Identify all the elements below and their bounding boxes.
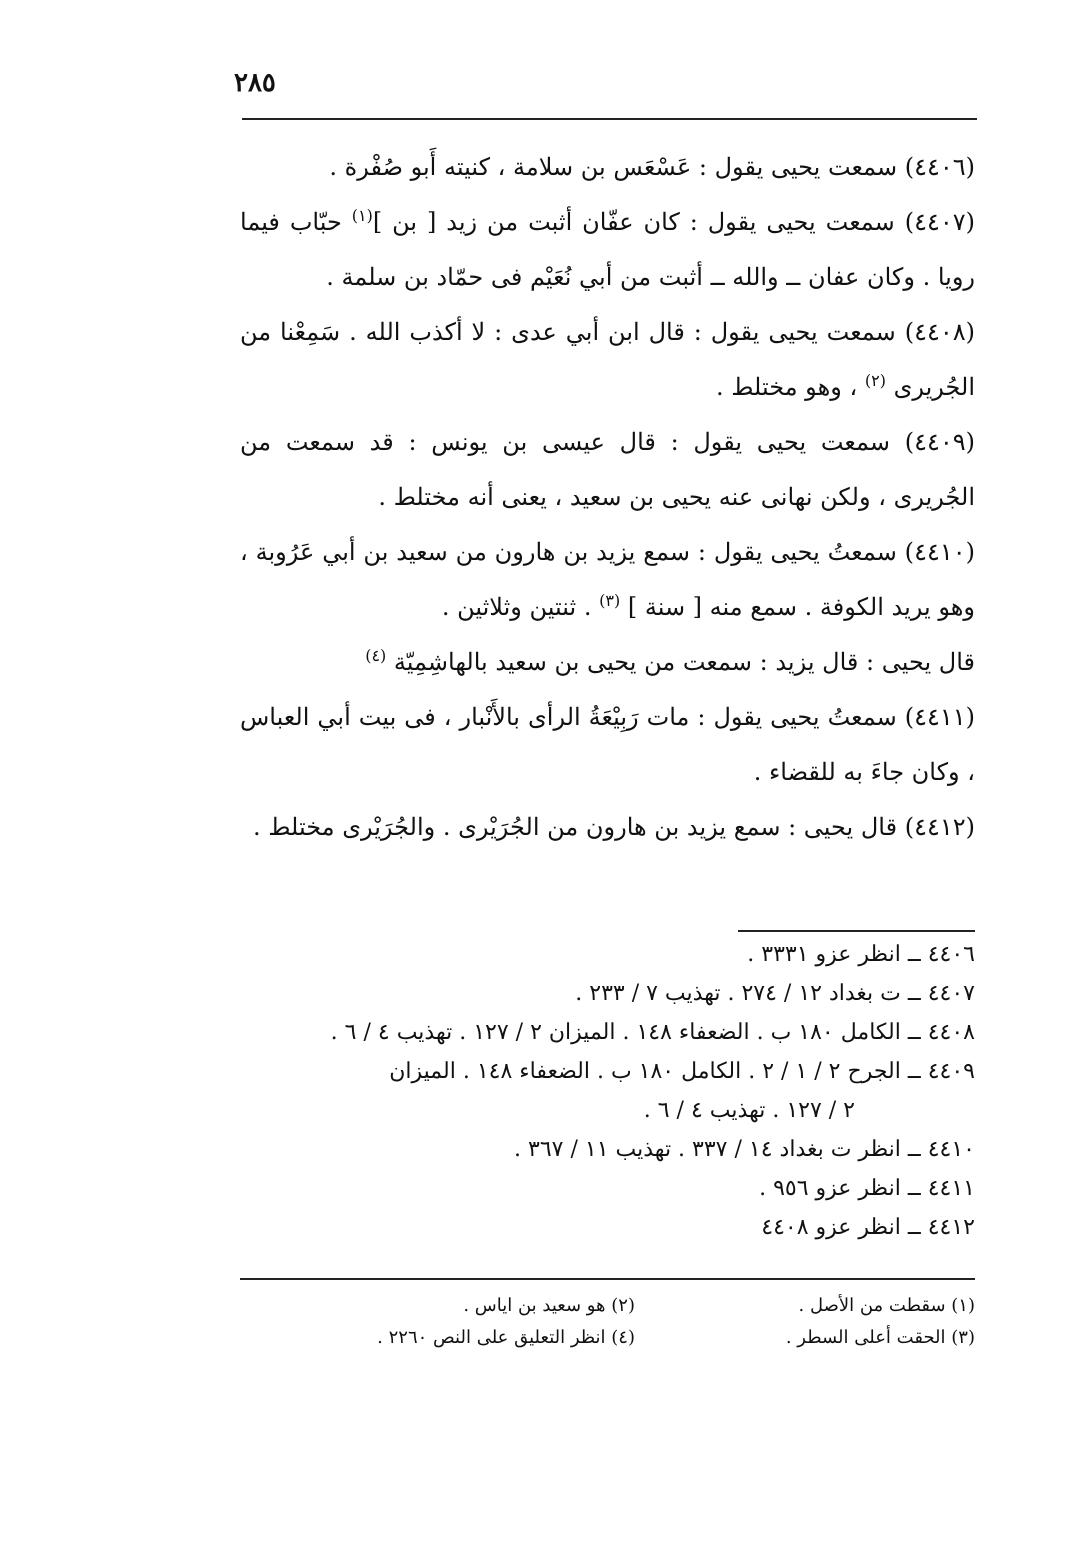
reference-line: ٤٤١٢ ــ انظر عزو ٤٤٠٨ (761, 1215, 975, 1240)
footnote-ref: (١) (351, 206, 373, 225)
paragraph-text: (٤٤١١) سمعتُ يحيى يقول : مات رَبِيْعَةُ الرأى بالأَنْبار ، فى بيت أبي العباس ، وكان جاءَ به للقضاء . (240, 703, 975, 786)
paragraph-4406 (240, 140, 975, 195)
paragraph-text: (٤٤١٠) سمعتُ يحيى يقول : سمع يزيد بن هارون من سعيد بن أبي عَرُوبة ، وهو يريد الكوفة . سمع منه [ سنة ] (240, 538, 975, 621)
reference-line: ٤٤٠٩ ــ الجرح ٢ / ١ / ٢ . الكامل ١٨٠ ب . الضعفاء ١٤٨ . الميزان (389, 1059, 975, 1084)
reference-line: ٤٤١١ ــ انظر عزو ٩٥٦ . (759, 1176, 975, 1201)
footnote-3: (٣) الحقت أعلى السطر . (785, 1327, 975, 1348)
header-rule (242, 118, 977, 120)
footnote-2: (٢) هو سعيد بن اياس . (463, 1295, 635, 1316)
footnote-ref: (٢) (864, 371, 886, 390)
footnote-row (240, 1322, 975, 1354)
footnotes (240, 1290, 975, 1354)
reference-line-continued: ٢ / ١٢٧ . تهذيب ٤ / ٦ . (643, 1098, 855, 1123)
paragraph-4410 (240, 525, 975, 635)
page-number: ٢٨٥ (234, 68, 276, 98)
reference-line: ٤٤١٠ ــ انظر ت بغداد ١٤ / ٣٣٧ . تهذيب ١١ / ٣٦٧ . (514, 1137, 975, 1162)
footnotes-rule (240, 1278, 975, 1280)
footnote-ref: (٤) (365, 646, 387, 665)
paragraph-text: (٤٤١٢) قال يحيى : سمع يزيد بن هارون من الجُرَيْرى . والجُرَيْرى مختلط . (252, 813, 975, 841)
references-list (240, 935, 975, 1247)
paragraph-text: حبّاب فيما رويا . وكان عفان ــ والله ــ أثبت من أبي نُعَيْم فى حمّاد بن سلمة . (240, 208, 975, 291)
reference-line: ٤٤٠٨ ــ الكامل ١٨٠ ب . الضعفاء ١٤٨ . الميزان ٢ / ١٢٧ . تهذيب ٤ / ٦ . (330, 1020, 975, 1045)
paragraph-4408 (240, 305, 975, 415)
paragraph-4411 (240, 690, 975, 800)
footnote-1: (١) سقطت من الأصل . (798, 1295, 975, 1316)
paragraph-text: قال يحيى : قال يزيد : سمعت من يحيى بن سعيد بالهاشِمِيّة (393, 648, 975, 676)
paragraph-yahya-yazid (240, 635, 975, 690)
paragraph-4409 (240, 415, 975, 525)
paragraph-text: . ثنتين وثلاثين . (441, 593, 592, 621)
paragraph-4412 (240, 800, 975, 855)
paragraph-text: (٤٤٠٦) سمعت يحيى يقول : عَسْعَس بن سلامة ، كنيته أَبو صُفْرة . (329, 153, 975, 181)
footnote-row (240, 1290, 975, 1322)
paragraph-text: سَمِعْنا من الجُريرى (240, 318, 975, 401)
footnote-4: (٤) انظر التعليق على النص ٢٢٦٠ . (377, 1327, 635, 1348)
references-rule (738, 930, 975, 932)
main-text (240, 140, 975, 855)
reference-line: ٤٤٠٦ ــ انظر عزو ٣٣٣١ . (747, 942, 975, 967)
paragraph-text: (٤٤٠٨) سمعت يحيى يقول : قال ابن أبي عدى : لا أكذب الله . (349, 318, 975, 346)
reference-line: ٤٤٠٧ ــ ت بغداد ١٢ / ٢٧٤ . تهذيب ٧ / ٢٣٣ . (575, 981, 975, 1006)
paragraph-4407 (240, 195, 975, 305)
footnote-ref: (٣) (599, 591, 621, 610)
paragraph-text: (٤٤٠٧) سمعت يحيى يقول : كان عفّان أثبت من زيد [ بن ] (372, 208, 975, 236)
paragraph-text: ، وهو مختلط . (715, 373, 858, 401)
paragraph-text: (٤٤٠٩) سمعت يحيى يقول : قال عيسى بن يونس : قد سمعت من الجُريرى ، ولكن نهانى عنه يحيى بن سعيد ، يعنى أنه مختلط . (240, 428, 975, 511)
